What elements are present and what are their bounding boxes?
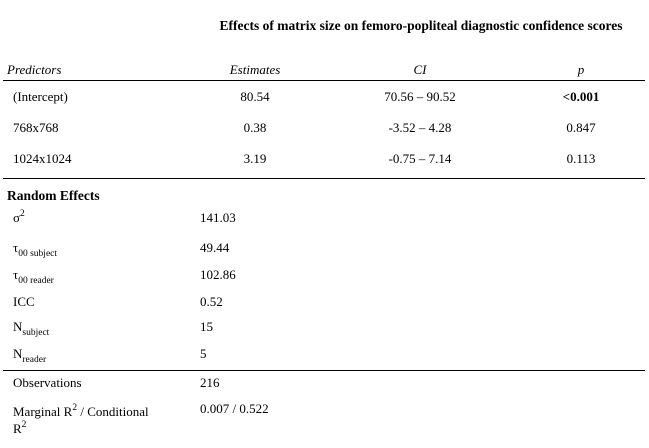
table-title: Effects of matrix size on femoro-popliteal diagnostic confidence scores bbox=[219, 18, 623, 33]
n-reader-label: $N_{reader}$ bbox=[13, 346, 47, 365]
header-estimates: Estimates bbox=[229, 62, 281, 77]
row-intercept-estimate: 80.54 bbox=[240, 89, 270, 104]
tau-subject-label: $\tau_{00 subject}$ bbox=[13, 240, 58, 259]
header-p: p bbox=[577, 62, 585, 77]
row-1024-estimate: 3.19 bbox=[243, 151, 267, 166]
tau-subject-value: 49.44 bbox=[200, 240, 230, 255]
icc-label: ICC bbox=[13, 294, 35, 309]
tau-reader-label: $\tau_{00 reader}$ bbox=[13, 267, 54, 286]
r2-label: Marginal $R^2$ / Conditional $R^2$ bbox=[13, 403, 149, 436]
n-subject-label: $N_{subject}$ bbox=[13, 319, 50, 338]
random-effects-rule bbox=[3, 370, 645, 371]
header-rule bbox=[3, 80, 645, 81]
observations-label: Observations bbox=[13, 375, 82, 390]
r2-value: 0.007 / 0.522 bbox=[200, 401, 269, 416]
row-intercept-p: <0.001 bbox=[562, 89, 600, 104]
sigma2-value: 141.03 bbox=[200, 210, 236, 225]
n-subject-value: 15 bbox=[200, 319, 213, 334]
random-effects-heading: Random Effects bbox=[7, 188, 100, 203]
observations-value: 216 bbox=[200, 375, 220, 390]
row-768-predictor: 768x768 bbox=[13, 120, 59, 135]
row-intercept-predictor: (Intercept) bbox=[13, 89, 68, 104]
row-768-ci: -3.52 – 4.28 bbox=[388, 120, 452, 135]
row-1024-p: 0.113 bbox=[566, 151, 596, 166]
row-intercept-ci: 70.56 – 90.52 bbox=[384, 89, 456, 104]
header-predictors: Predictors bbox=[7, 62, 62, 77]
sigma2-label: $\sigma^2$ bbox=[13, 209, 25, 225]
row-768-estimate: 0.38 bbox=[243, 120, 267, 135]
row-1024-ci: -0.75 – 7.14 bbox=[388, 151, 452, 166]
row-1024-predictor: 1024x1024 bbox=[13, 151, 72, 166]
fixed-effects-rule bbox=[3, 178, 645, 179]
header-ci: CI bbox=[413, 62, 427, 77]
n-reader-value: 5 bbox=[200, 346, 207, 361]
tau-reader-value: 102.86 bbox=[200, 267, 236, 282]
icc-value: 0.52 bbox=[200, 294, 223, 309]
row-768-p: 0.847 bbox=[566, 120, 596, 135]
